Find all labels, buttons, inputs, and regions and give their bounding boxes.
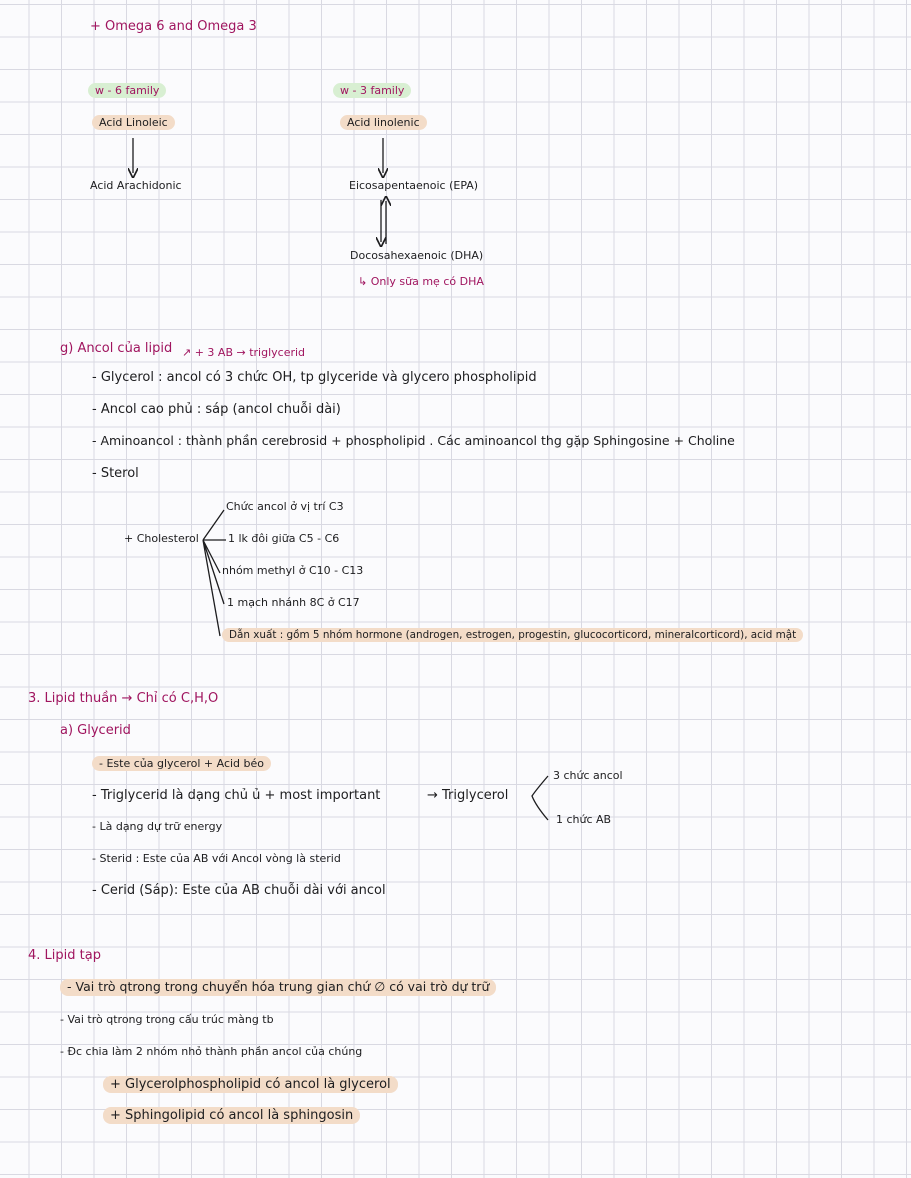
acid-linolenic: Acid linolenic: [340, 115, 427, 130]
ancol-item-aminoancol: - Aminoancol : thành phần cerebrosid + phospholipid . Các aminoancol thg gặp Sphingosine + Choline: [92, 433, 735, 448]
triglycerol-branch-lines: [532, 776, 548, 820]
glycerid-item-4: - Sterid : Este của AB với Ancol vòng là sterid: [92, 852, 341, 865]
lipid-tap-heading: 4. Lipid tạp: [28, 948, 101, 963]
glycerid-item-1: - Este của glycerol + Acid béo: [92, 756, 271, 771]
glycerid-item-2: - Triglycerid là dạng chủ ủ + most important: [92, 788, 381, 803]
glycerid-item-5: - Cerid (Sáp): Este của AB chuỗi dài với ancol: [92, 883, 386, 898]
glycerid-item-3: - Là dạng dự trữ energy: [92, 820, 223, 833]
ancol-heading: g) Ancol của lipid: [60, 341, 173, 356]
acid-arachidonic: Acid Arachidonic: [90, 179, 182, 192]
triglycerol-branch-2: 1 chức AB: [556, 813, 612, 826]
epa-label: Eicosapentaenoic (EPA): [349, 179, 479, 192]
lipid-tap-sub-item-1: + Glycerolphospholipid có ancol là glycerol: [103, 1076, 398, 1093]
dha-note: ↳ Only sữa mẹ có DHA: [358, 275, 484, 288]
ancol-item-sterol: - Sterol: [92, 466, 139, 481]
cholesterol-branch-2: 1 lk đôi giữa C5 - C6: [228, 532, 340, 545]
glycerid-heading: a) Glycerid: [60, 723, 131, 738]
cholesterol-branch-4: 1 mạch nhánh 8C ở C17: [227, 596, 360, 609]
cholesterol-branch-1: Chức ancol ở vị trí C3: [226, 500, 344, 513]
acid-linoleic: Acid Linoleic: [92, 115, 175, 130]
w3-family-label: w - 3 family: [333, 83, 411, 98]
ancol-item-glycerol: - Glycerol : ancol có 3 chức OH, tp glyceride và glycero phospholipid: [92, 370, 537, 385]
triglycerid-annotation: ↗ + 3 AB → triglycerid: [182, 346, 306, 359]
lipid-tap-sub-item-2: + Sphingolipid có ancol là sphingosin: [103, 1107, 360, 1124]
triglycerol-branch-1: 3 chức ancol: [553, 769, 623, 782]
cholesterol-label: + Cholesterol: [124, 532, 199, 545]
dha-label: Docosahexaenoic (DHA): [350, 249, 484, 262]
cholesterol-branch-3: nhóm methyl ở C10 - C13: [222, 564, 364, 577]
lipid-thuan-heading: 3. Lipid thuần → Chỉ có C,H,O: [28, 691, 219, 706]
lipid-tap-item-3: - Đc chia làm 2 nhóm nhỏ thành phần ancol của chúng: [60, 1045, 363, 1058]
cholesterol-branch-5: Dẫn xuất : gồm 5 nhóm hormone (androgen, estrogen, progestin, glucocorticord, mineralcorticord), acid mật: [222, 628, 803, 642]
ancol-item-ancol-cao: - Ancol cao phủ : sáp (ancol chuỗi dài): [92, 402, 341, 417]
w6-family-label: w - 6 family: [88, 83, 166, 98]
lipid-tap-item-1: - Vai trò qtrong trong chuyển hóa trung gian chứ ∅ có vai trò dự trữ: [60, 979, 496, 996]
omega-title: + Omega 6 and Omega 3: [90, 19, 257, 34]
lipid-tap-item-2: - Vai trò qtrong trong cấu trúc màng tb: [60, 1013, 274, 1026]
triglycerol-arrow-target: → Triglycerol: [427, 788, 509, 803]
